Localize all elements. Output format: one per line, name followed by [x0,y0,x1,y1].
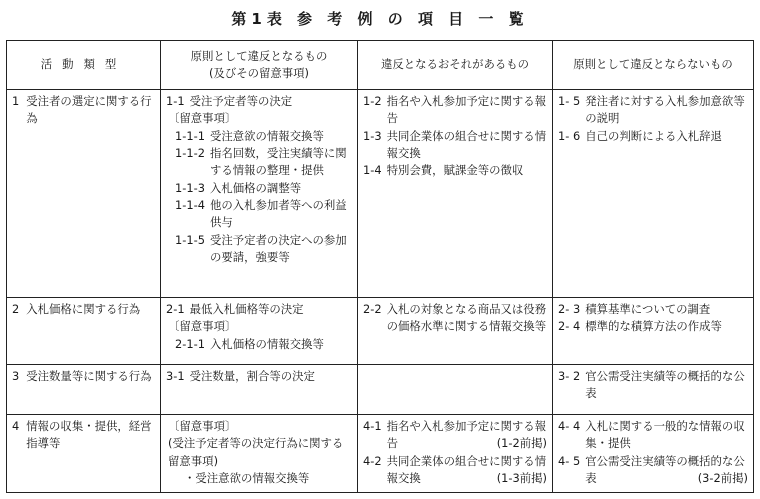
table-title: 第1表 参 考 例 の 項 目 一 覧 [231,10,529,28]
cross-reference: (1-2前掲) [496,436,547,451]
sub-item: 1-1-2 指名回数，受注実績等に関する情報の整理・提供 [175,145,347,178]
ok-cell [553,298,754,365]
note-description: (受注予定者等の決定行為に関する留意事項) [168,436,344,468]
category-number: 4 [12,419,20,433]
ok-item: 2- 4 標準的な積算方法の作成等 [558,319,722,334]
violation-cell [161,90,358,298]
category-number: 2 [12,302,20,316]
note-label: 〔留意事項〕 [168,111,237,126]
risk-cell [358,90,553,298]
sub-item: 2-1-1 入札価格の情報交換等 [175,336,324,351]
reference-table [6,40,754,493]
header-risk: 違反となるおそれがあるもの [358,41,553,90]
risk-item: 1-4 特別会費，賦課金等の徴収 [363,163,524,178]
item-number: 1-1 [166,94,185,108]
category-number: 3 [12,369,20,383]
item-number: 3-1 [166,369,185,383]
header-ok: 原則として違反とならないもの [553,41,754,90]
header-violation-line1: 原則として違反となるもの [190,48,328,63]
header-row [7,41,754,90]
item-number: 2-1 [166,302,185,316]
ok-item: 4- 4 入札に関する一般的な情報の収集・提供 [558,419,745,451]
ok-item: 4- 5 官公需受注実績等の概括的な公表 (3-2前掲) [558,453,748,488]
category-number: 1 [12,94,20,108]
header-activity-type: 活動類型 [7,41,161,90]
table-row [7,298,754,365]
category-label: 情報の収集・提供，経営指導等 [26,419,152,451]
risk-cell [358,415,553,493]
ok-cell [553,365,754,415]
sub-item: 1-1-1 受注意欲の情報交換等 [175,128,324,143]
table-row [7,365,754,415]
risk-item: 4-1 指名や入札参加予定に関する報告 (1-2前掲) [363,418,547,453]
cross-reference: (1-3前掲) [496,470,547,485]
cross-reference: (3-2前掲) [697,470,748,485]
ok-item: 1- 5 発注者に対する入札参加意欲等の説明 [558,94,745,126]
category-cell [7,415,161,493]
risk-item: 1-2 指名や入札参加予定に関する報告 [363,94,547,126]
sub-item: 1-1-5 受注予定者の決定への参加の要請，強要等 [175,232,347,264]
table-row [7,90,754,298]
ok-item: 3- 2 官公需受注実績等の概括的な公表 [558,369,745,401]
risk-cell [358,365,553,415]
violation-cell [161,365,358,415]
category-label: 入札価格に関する行為 [26,302,141,316]
violation-cell [161,298,358,365]
risk-item: 1-3 共同企業体の組合せに関する情報交換 [363,128,547,160]
item-text: 受注予定者等の決定 [189,94,293,108]
category-label: 受注数量等に関する行為 [26,369,152,383]
ok-item: 1- 6 自己の判断による入札辞退 [558,128,722,143]
category-label: 受注者の選定に関する行為 [26,94,152,126]
category-cell [7,365,161,415]
item-text: 受注数量，割合等の決定 [189,369,315,383]
sub-item: 1-1-4 他の入札参加者等への利益供与 [175,197,347,230]
ok-cell [553,415,754,493]
category-cell [7,90,161,298]
item-text: 最低入札価格等の決定 [189,302,304,316]
violation-cell [161,415,358,493]
header-violation [161,41,358,90]
risk-item: 4-2 共同企業体の組合せに関する情報交換 (1-3前掲) [363,453,547,488]
risk-item: 2-2 入札の対象となる商品又は役務の価格水準に関する情報交換等 [363,302,547,334]
header-violation-line2: (及びその留意事項) [208,66,309,80]
bullet-item: ・受注意欲の情報交換等 [184,470,310,485]
ok-item: 2- 3 積算基準についての調査 [558,302,711,316]
sub-item: 1-1-3 入札価格の調整等 [175,180,302,195]
risk-cell [358,298,553,365]
ok-cell [553,90,754,298]
category-cell [7,298,161,365]
table-row [7,415,754,493]
note-label: 〔留意事項〕 [168,419,237,433]
note-label: 〔留意事項〕 [168,319,237,334]
